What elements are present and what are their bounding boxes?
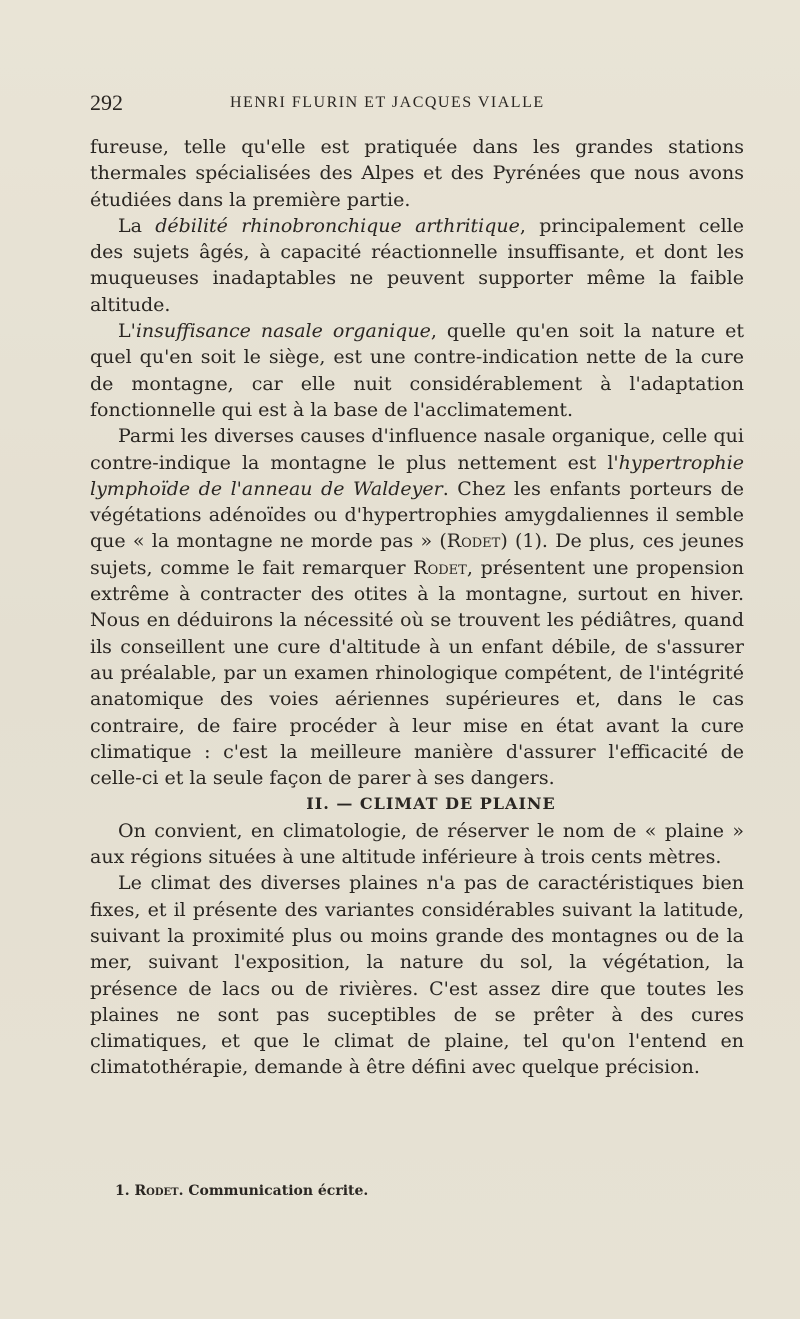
footnote-author: Rodet [134,1183,179,1199]
paragraph-hypertrophie [90,423,744,791]
paragraph-plaine-climat: Le climat des diverses plaines n'a pas de caractéristiques bien fixes, et il présente des variantes considérables suivant la latitude, suivant la proximité plus ou moins grande des montagnes ou de la mer, suivant l'exposition, la nature du sol, la végétation, la présence de lacs ou de rivières. C'est assez dire que toutes les plaines ne sont pas suceptibles de se prêter à des cures climatiques, et que le climat de plaine, tel qu'on l'entend en climatothérapie, demande à être défini avec quelque précision. [90,872,744,1079]
footnote-number: 1. [115,1183,130,1199]
paragraph-debilite [90,213,744,318]
p4-part-c: ) (1). De plus, ces jeunes sujets, comme le fait remarquer [90,530,744,579]
body-text [90,134,744,1081]
author-rodet-2: Rodet [413,556,467,579]
author-rodet-1: Rodet [446,530,501,553]
p4-part-d: , présentent une propension extrême à contracter des otites à la montagne, surtout en hiver. Nous en déduirons la nécessité où se trouvent les pédiâtres, quand ils conseillent une cure d'altitude à un enfant débile, de s'assurer au préalable, par un examen rhinologique compétent, de l'intégrité anatomique des voies aériennes supérieures et, dans le cas contraire, de faire procéder à leur mise en état avant la cure climatique : c'est la meilleure manière d'assurer l'efficacité de celle-ci et la seule façon de parer à ses dangers. [90,556,744,790]
p2-lead: La [118,214,156,237]
p4-italic-term: hypertrophie lymphoïde de l'anneau de Waldeyer [90,451,744,500]
p2-italic-term: débilité rhinobronchique arthritique [155,214,520,237]
p3-rest: , quelle qu'en soit la nature et quel qu'en soit le siège, est une contre-indication nette de la cure de montagne, car elle nuit considérablement à l'adaptation fonctionnelle qui est à la base de l'acclimatement. [90,320,744,421]
p4-part-b: . Chez les enfants porteurs de végétations adénoïdes ou d'hypertrophies amygdaliennes il semble que « la montagne ne morde pas » ( [90,477,745,553]
section-title: II. — CLIMAT DE PLAINE [306,794,556,814]
p3-italic-term: insuffisance nasale organique [135,320,431,343]
p3-lead: L' [118,320,136,343]
page-number: 292 [90,90,123,115]
paragraph-plaine-def: On convient, en climatologie, de réserver le nom de « plaine » aux régions situées à une altitude inférieure à trois cents mètres. [90,819,744,869]
footnote [115,1183,368,1199]
p4-part-a: Parmi les diverses causes d'influence nasale organique, celle qui contre-indique la montagne le plus nettement est l' [90,425,744,474]
p2-rest: , principalement celle des sujets âgés, à capacité réactionnelle insuffisante, et dont les muqueuses inadaptables ne peuvent supporter même la faible altitude. [90,214,744,316]
running-head: HENRI FLURIN ET JACQUES VIALLE [230,94,545,111]
footnote-text: . Communication écrite. [178,1183,369,1199]
paragraph-continuation: fureuse, telle qu'elle est pratiquée dans les grandes stations thermales spécialisées des Alpes et des Pyrénées que nous avons étudiées dans la première partie. [90,136,744,211]
paragraph-insuffisance [90,318,744,423]
page-header [90,90,742,120]
